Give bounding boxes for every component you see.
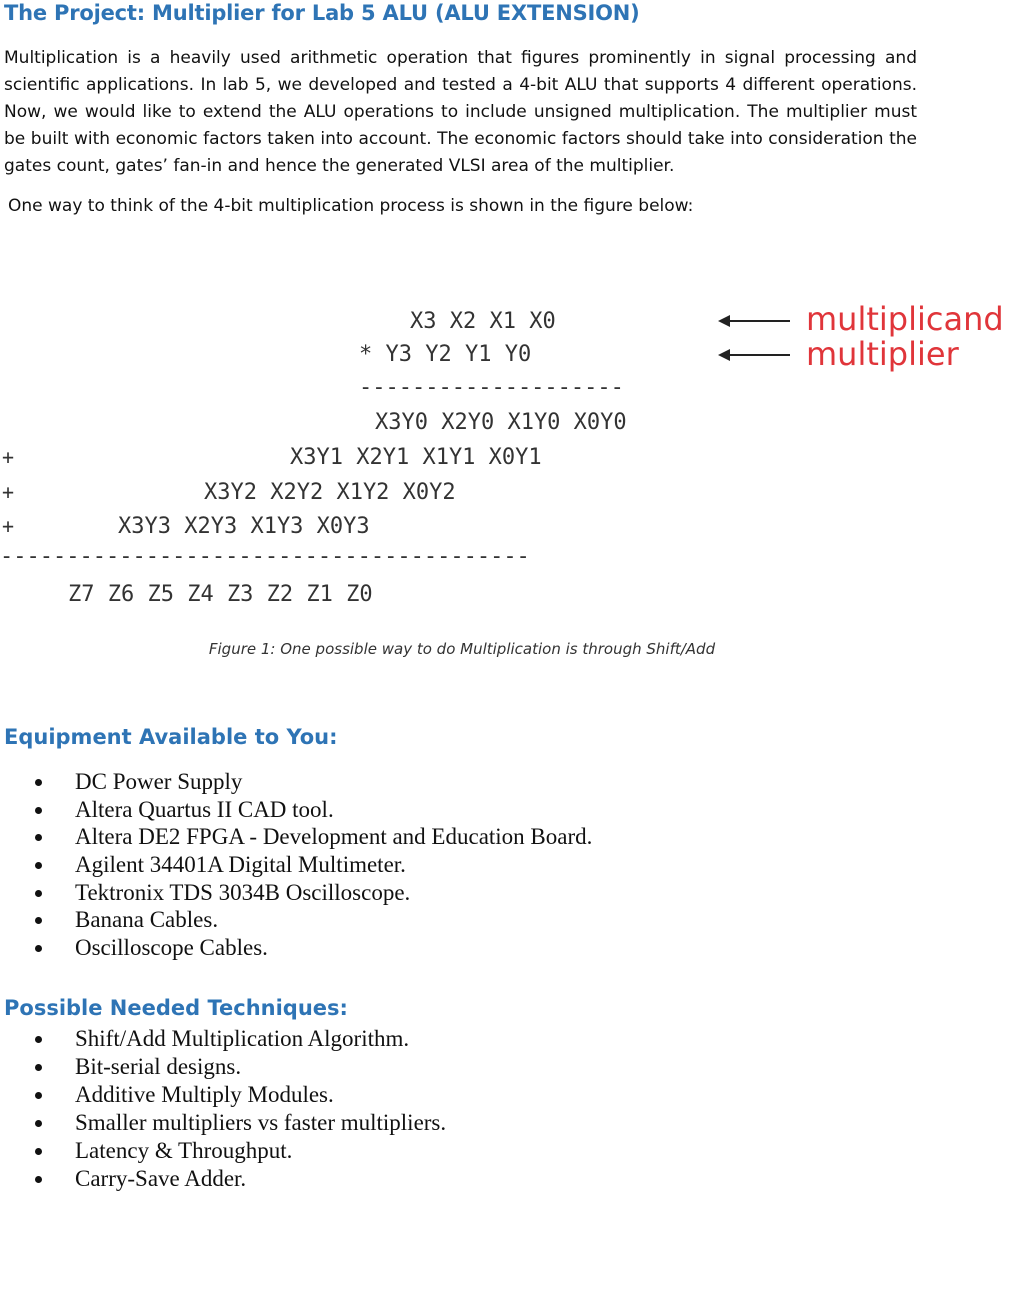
techniques-list bbox=[35, 1025, 446, 1193]
equipment-heading: Equipment Available to You: bbox=[4, 725, 338, 749]
partial-product-1: X3Y1 X2Y1 X1Y1 X0Y1 bbox=[290, 445, 542, 470]
multiplier-row: * Y3 Y2 Y1 Y0 bbox=[359, 342, 532, 367]
bullet-icon bbox=[35, 1120, 42, 1127]
list-item: Smaller multipliers vs faster multipliers. bbox=[35, 1109, 446, 1137]
arrow-icon bbox=[720, 320, 790, 322]
bullet-icon bbox=[35, 1092, 42, 1099]
partial-product-0: X3Y0 X2Y0 X1Y0 X0Y0 bbox=[375, 410, 627, 435]
list-item: Agilent 34401A Digital Multimeter. bbox=[35, 851, 592, 879]
list-item: Shift/Add Multiplication Algorithm. bbox=[35, 1025, 446, 1053]
description-paragraph: Multiplication is a heavily used arithmetic operation that figures prominently in signal processing and scientific applications. In lab 5, we developed and tested a 4-bit ALU that supports 4 different operations. Now, we would like to extend the ALU operations to include unsigned multiplication. The multiplier must be built with economic factors taken into account. The economic factors should take into consideration the gates count, gates’ fan-in and hence the generated VLSI area of the multiplier. bbox=[4, 48, 917, 176]
bullet-icon bbox=[35, 1148, 42, 1155]
bullet-icon bbox=[35, 807, 42, 814]
list-item: Latency & Throughput. bbox=[35, 1137, 446, 1165]
bullet-icon bbox=[35, 779, 42, 786]
partial-product-3: X3Y3 X2Y3 X1Y3 X0Y3 bbox=[118, 514, 370, 539]
list-item: Tektronix TDS 3034B Oscilloscope. bbox=[35, 879, 592, 907]
plus-sign: + bbox=[2, 514, 15, 538]
result-separator: ---------------------------------------- bbox=[0, 547, 530, 567]
list-item: Carry-Save Adder. bbox=[35, 1165, 446, 1193]
multiplication-figure bbox=[0, 295, 1022, 625]
list-item: Altera DE2 FPGA - Development and Education Board. bbox=[35, 823, 592, 851]
multiplicand-label: multiplicand bbox=[806, 300, 1004, 338]
bullet-icon bbox=[35, 890, 42, 897]
partial-product-2: X3Y2 X2Y2 X1Y2 X0Y2 bbox=[204, 480, 456, 505]
techniques-heading: Possible Needed Techniques: bbox=[4, 996, 348, 1020]
list-item: Additive Multiply Modules. bbox=[35, 1081, 446, 1109]
list-item: DC Power Supply bbox=[35, 768, 592, 796]
arrow-icon bbox=[720, 354, 790, 356]
bullet-icon bbox=[35, 834, 42, 841]
multiplicand-row: X3 X2 X1 X0 bbox=[410, 309, 556, 334]
multiplier-label: multiplier bbox=[806, 335, 959, 373]
bullet-icon bbox=[35, 1176, 42, 1183]
list-item: Oscilloscope Cables. bbox=[35, 934, 592, 962]
page-title: The Project: Multiplier for Lab 5 ALU (ALU EXTENSION) bbox=[4, 1, 640, 25]
bullet-icon bbox=[35, 862, 42, 869]
figure-caption: Figure 1: One possible way to do Multiplication is through Shift/Add bbox=[208, 640, 716, 658]
bullet-icon bbox=[35, 1064, 42, 1071]
bullet-icon bbox=[35, 1036, 42, 1043]
separator-line: -------------------- bbox=[359, 378, 624, 398]
list-item: Altera Quartus II CAD tool. bbox=[35, 796, 592, 824]
bullet-icon bbox=[35, 945, 42, 952]
result-row: Z7 Z6 Z5 Z4 Z3 Z2 Z1 Z0 bbox=[68, 582, 373, 607]
equipment-list bbox=[35, 768, 592, 962]
bullet-icon bbox=[35, 917, 42, 924]
plus-sign: + bbox=[2, 445, 15, 469]
plus-sign: + bbox=[2, 480, 15, 504]
list-item: Banana Cables. bbox=[35, 906, 592, 934]
figure-intro: One way to think of the 4-bit multiplication process is shown in the figure below: bbox=[8, 196, 694, 216]
list-item: Bit-serial designs. bbox=[35, 1053, 446, 1081]
